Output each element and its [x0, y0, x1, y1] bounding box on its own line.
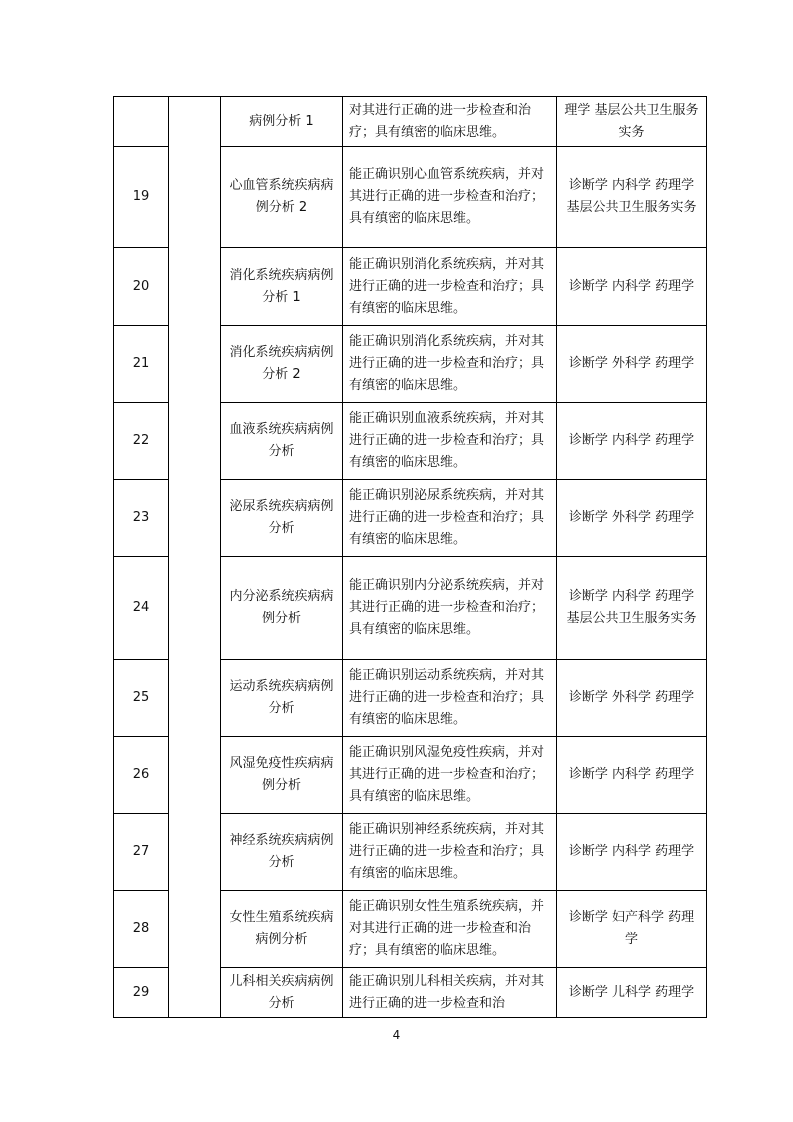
- related-subjects: 诊断学 内科学 药理学 基层公共卫生服务实务: [557, 557, 707, 660]
- row-number: 25: [114, 660, 169, 737]
- item-requirement: 能正确识别泌尿系统疾病，并对其进行正确的进一步检查和治疗；具有缜密的临床思维。: [343, 480, 557, 557]
- row-number: 29: [114, 968, 169, 1018]
- related-subjects: 诊断学 外科学 药理学: [557, 480, 707, 557]
- item-requirement: 能正确识别儿科相关疾病，并对其进行正确的进一步检查和治: [343, 968, 557, 1018]
- item-name: 血液系统疾病病例分析: [221, 403, 343, 480]
- related-subjects: 诊断学 外科学 药理学: [557, 326, 707, 403]
- item-name: 消化系统疾病病例分析 1: [221, 248, 343, 326]
- item-requirement: 能正确识别女性生殖系统疾病，并对其进行正确的进一步检查和治疗；具有缜密的临床思维。: [343, 891, 557, 968]
- related-subjects: 诊断学 内科学 药理学: [557, 248, 707, 326]
- item-name: 神经系统疾病病例分析: [221, 814, 343, 891]
- item-name: 女性生殖系统疾病病例分析: [221, 891, 343, 968]
- row-number: 23: [114, 480, 169, 557]
- merged-category-cell: [169, 97, 221, 1018]
- row-number: [114, 97, 169, 147]
- item-name: 运动系统疾病病例分析: [221, 660, 343, 737]
- item-requirement: 能正确识别运动系统疾病，并对其进行正确的进一步检查和治疗；具有缜密的临床思维。: [343, 660, 557, 737]
- table-row: [114, 97, 707, 147]
- row-number: 27: [114, 814, 169, 891]
- row-number: 20: [114, 248, 169, 326]
- item-name: 病例分析 1: [221, 97, 343, 147]
- row-number: 28: [114, 891, 169, 968]
- item-requirement: 能正确识别风湿免疫性疾病，并对其进行正确的进一步检查和治疗；具有缜密的临床思维。: [343, 737, 557, 814]
- exam-content-table: [113, 96, 707, 1018]
- row-number: 24: [114, 557, 169, 660]
- item-requirement: 能正确识别心血管系统疾病，并对其进行正确的进一步检查和治疗；具有缜密的临床思维。: [343, 147, 557, 248]
- row-number: 19: [114, 147, 169, 248]
- related-subjects: 诊断学 外科学 药理学: [557, 660, 707, 737]
- related-subjects: 理学 基层公共卫生服务实务: [557, 97, 707, 147]
- related-subjects: 诊断学 妇产科学 药理学: [557, 891, 707, 968]
- row-number: 22: [114, 403, 169, 480]
- item-name: 内分泌系统疾病病例分析: [221, 557, 343, 660]
- item-requirement: 对其进行正确的进一步检查和治疗；具有缜密的临床思维。: [343, 97, 557, 147]
- row-number: 26: [114, 737, 169, 814]
- item-requirement: 能正确识别神经系统疾病，并对其进行正确的进一步检查和治疗；具有缜密的临床思维。: [343, 814, 557, 891]
- related-subjects: 诊断学 内科学 药理学: [557, 403, 707, 480]
- item-name: 消化系统疾病病例分析 2: [221, 326, 343, 403]
- related-subjects: 诊断学 儿科学 药理学: [557, 968, 707, 1018]
- item-requirement: 能正确识别消化系统疾病，并对其进行正确的进一步检查和治疗；具有缜密的临床思维。: [343, 248, 557, 326]
- related-subjects: 诊断学 内科学 药理学: [557, 737, 707, 814]
- item-name: 泌尿系统疾病病例分析: [221, 480, 343, 557]
- item-name: 儿科相关疾病病例分析: [221, 968, 343, 1018]
- item-name: 风湿免疫性疾病病例分析: [221, 737, 343, 814]
- related-subjects: 诊断学 内科学 药理学: [557, 814, 707, 891]
- item-requirement: 能正确识别内分泌系统疾病，并对其进行正确的进一步检查和治疗；具有缜密的临床思维。: [343, 557, 557, 660]
- item-requirement: 能正确识别血液系统疾病，并对其进行正确的进一步检查和治疗；具有缜密的临床思维。: [343, 403, 557, 480]
- page-number: 4: [392, 1028, 401, 1042]
- row-number: 21: [114, 326, 169, 403]
- item-name: 心血管系统疾病病例分析 2: [221, 147, 343, 248]
- item-requirement: 能正确识别消化系统疾病，并对其进行正确的进一步检查和治疗；具有缜密的临床思维。: [343, 326, 557, 403]
- related-subjects: 诊断学 内科学 药理学 基层公共卫生服务实务: [557, 147, 707, 248]
